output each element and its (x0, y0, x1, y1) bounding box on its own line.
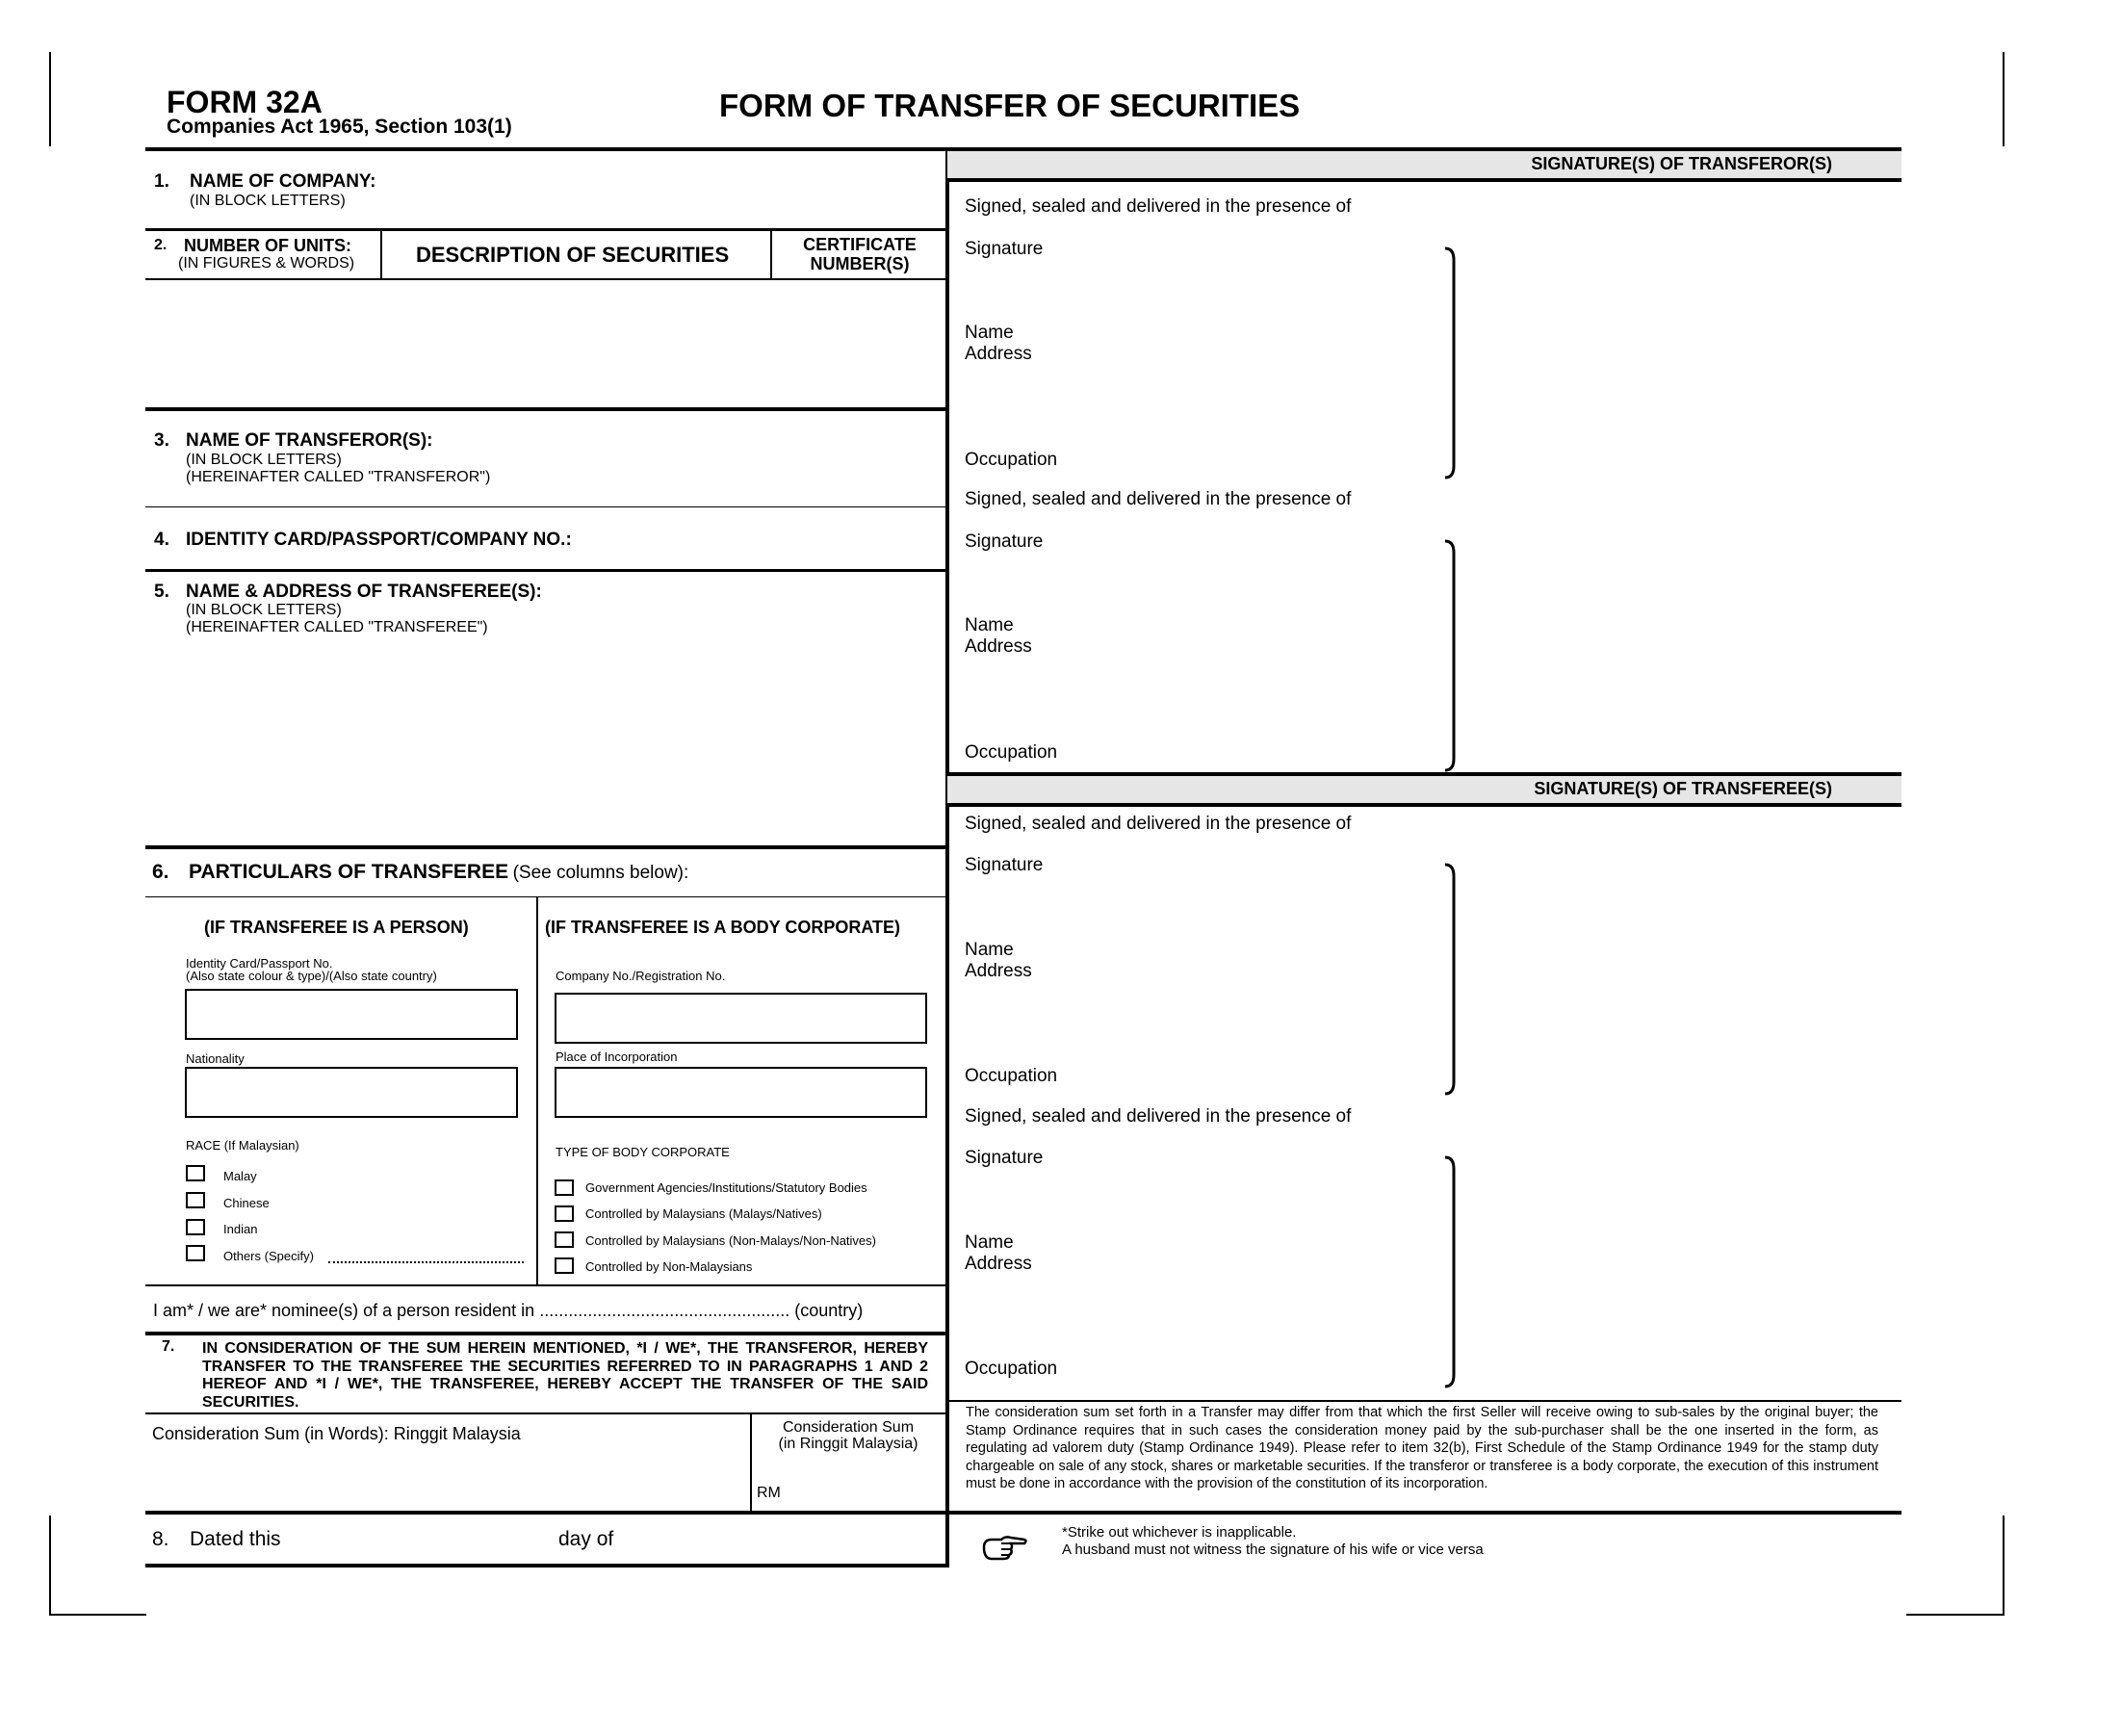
race-others-checkbox[interactable] (186, 1245, 205, 1261)
occupation-label: Occupation (965, 1066, 1058, 1086)
rule (145, 1284, 947, 1286)
transferee-signatures-header: SIGNATURE(S) OF TRANSFEREE(S) (947, 772, 1901, 807)
race-others-input[interactable] (328, 1248, 524, 1263)
witness-presence-label: Signed, sealed and delivered in the presence of (965, 1106, 1352, 1127)
address-label: Address (965, 1254, 1032, 1274)
rule (380, 231, 382, 279)
consideration-note: The consideration sum set forth in a Transfer may differ from that which the first Seller will receive owing to sub-sales by the original buyer; the Stamp Ordinance requires that in such cases the consideration money paid by the sub-purchaser shall be the one inserted in the form, as regulating ad valorem duty (Stamp Ordinance 1949). Please refer to item 32(b), First Schedule of the Stamp Ordinance 1949 for the stamp duty chargeable on sale of any stock, shares or marketable securities. If the transferor or transferee is a body corporate, the execution of this instrument must be done in accordance with the provision of the constitution of its incorporation. (966, 1405, 1878, 1491)
ic-label-2: (Also state colour & type)/(Also state country) (186, 969, 437, 983)
witness-presence-label: Signed, sealed and delivered in the presence of (965, 814, 1352, 834)
pointing-hand-icon (982, 1534, 1028, 1561)
rule (145, 1564, 947, 1568)
section-6-note: (See columns below): (512, 863, 689, 883)
place-incorporation-label: Place of Incorporation (556, 1049, 678, 1064)
transferor-1-signature-field[interactable] (1473, 241, 1887, 477)
section-1-label: NAME OF COMPANY: (190, 171, 376, 192)
signature-label: Signature (965, 1148, 1044, 1168)
witness-presence-label: Signed, sealed and delivered in the presence of (965, 196, 1352, 217)
race-indian-checkbox[interactable] (186, 1219, 205, 1235)
ic-passport-input[interactable] (185, 989, 518, 1040)
section-3-sub-2: (HEREINAFTER CALLED "TRANSFEROR") (186, 469, 491, 485)
section-2-sub: (IN FIGURES & WORDS) (178, 255, 355, 272)
form-number: FORM 32A (167, 85, 323, 119)
strike-out-note: *Strike out whichever is inapplicable. (1062, 1524, 1297, 1541)
body-corporate-type-label: TYPE OF BODY CORPORATE (556, 1145, 730, 1159)
section-5-number: 5. (154, 582, 169, 602)
signature-label: Signature (965, 855, 1044, 875)
units-field[interactable] (146, 281, 944, 406)
name-label: Name (965, 1232, 1014, 1253)
transferee-2-signature-field[interactable] (1473, 1151, 1887, 1386)
act-reference: Companies Act 1965, Section 103(1) (167, 116, 512, 138)
consideration-sum-words-label: Consideration Sum (in Words): Ringgit Malaysia (152, 1424, 521, 1443)
occupation-label: Occupation (965, 450, 1058, 470)
bracket-icon (1442, 539, 1461, 772)
rule (145, 1412, 947, 1414)
transferor-2-signature-field[interactable] (1473, 534, 1887, 770)
type-malays-checkbox[interactable] (555, 1205, 574, 1222)
section-6-label: PARTICULARS OF TRANSFEREE (189, 861, 509, 883)
rule (947, 1400, 1901, 1402)
person-column-header: (IF TRANSFEREE IS A PERSON) (204, 918, 469, 937)
section-7-number: 7. (162, 1338, 175, 1355)
address-label: Address (965, 961, 1032, 981)
section-6-heading (189, 861, 688, 884)
center-divider (945, 147, 949, 1568)
type-non-malays-checkbox[interactable] (555, 1231, 574, 1248)
rm-amount-field[interactable] (785, 1478, 944, 1509)
transferee-address-field[interactable] (146, 640, 944, 842)
bracket-icon (1442, 246, 1461, 479)
rule (536, 896, 538, 1286)
crop-mark (49, 52, 51, 146)
rule (145, 506, 947, 507)
section-3-label: NAME OF TRANSFEROR(S): (186, 430, 433, 451)
dated-label: Dated this (190, 1528, 281, 1550)
consideration-sum-figures-label-2: (in Ringgit Malaysia) (778, 1436, 918, 1452)
section-3-sub-1: (IN BLOCK LETTERS) (186, 452, 342, 468)
page-title: FORM OF TRANSFER OF SECURITIES (719, 88, 1301, 123)
race-chinese-checkbox[interactable] (186, 1192, 205, 1208)
section-2-label: NUMBER OF UNITS: (184, 236, 351, 255)
section-5-label: NAME & ADDRESS OF TRANSFEREE(S): (186, 582, 542, 602)
ic-label-1: Identity Card/Passport No. (186, 956, 333, 971)
rule (145, 896, 947, 897)
rule (145, 569, 947, 572)
consideration-sum-words-field[interactable] (152, 1446, 739, 1510)
husband-wife-note: A husband must not witness the signature of his wife or vice versa (1062, 1542, 1484, 1558)
top-rule-left (145, 147, 947, 151)
company-no-input[interactable] (555, 993, 927, 1044)
rule (145, 407, 947, 411)
section-2-number: 2. (154, 237, 168, 253)
rule (145, 278, 947, 280)
rule (145, 1511, 1901, 1515)
section-6-number: 6. (152, 861, 169, 883)
name-label: Name (965, 323, 1014, 343)
rule (145, 228, 947, 231)
identity-number-field[interactable] (597, 510, 944, 568)
signature-label: Signature (965, 531, 1044, 552)
section-1-number: 1. (154, 171, 169, 192)
transferee-1-signature-field[interactable] (1473, 857, 1887, 1093)
day-of-label: day of (558, 1528, 614, 1550)
name-label: Name (965, 940, 1014, 960)
transferor-signatures-header: SIGNATURE(S) OF TRANSFEROR(S) (947, 147, 1901, 182)
crop-mark (1906, 1614, 2004, 1616)
rule (145, 1332, 947, 1335)
place-incorporation-input[interactable] (555, 1067, 927, 1118)
race-indian-label: Indian (223, 1222, 258, 1236)
crop-mark (2003, 1516, 2005, 1616)
nationality-label: Nationality (186, 1051, 245, 1066)
section-4-number: 4. (154, 530, 169, 550)
type-government-label: Government Agencies/Institutions/Statutory Bodies (585, 1180, 867, 1195)
section-8-number: 8. (152, 1528, 169, 1550)
transferor-name-field[interactable] (520, 414, 944, 505)
race-malay-checkbox[interactable] (186, 1165, 205, 1181)
type-non-malaysians-checkbox[interactable] (555, 1257, 574, 1274)
type-non-malays-label: Controlled by Malaysians (Non-Malays/Non-Natives) (585, 1233, 876, 1248)
address-label: Address (965, 344, 1032, 364)
bracket-icon (1442, 1155, 1461, 1388)
address-label: Address (965, 636, 1032, 657)
rm-label: RM (757, 1485, 781, 1501)
section-5-sub-1: (IN BLOCK LETTERS) (186, 602, 342, 618)
certificate-header-2: NUMBER(S) (810, 254, 910, 273)
consideration-sum-figures-label-1: Consideration Sum (782, 1419, 915, 1436)
crop-mark (2003, 52, 2005, 146)
dated-month-field[interactable] (626, 1521, 944, 1558)
occupation-label: Occupation (965, 742, 1058, 763)
company-name-field[interactable] (424, 159, 939, 226)
section-1-sub: (IN BLOCK LETTERS) (190, 193, 346, 209)
race-malay-label: Malay (223, 1169, 257, 1183)
dated-day-field[interactable] (298, 1521, 549, 1558)
certificate-header-1: CERTIFICATE (803, 235, 917, 254)
nominee-statement: I am* / we are* nominee(s) of a person resident in .................................................... (country) (153, 1301, 864, 1320)
crop-mark (49, 1516, 51, 1616)
section-5-sub-2: (HEREINAFTER CALLED "TRANSFEREE") (186, 619, 488, 635)
section-3-number: 3. (154, 430, 169, 451)
rule (145, 845, 947, 849)
witness-presence-label: Signed, sealed and delivered in the presence of (965, 489, 1352, 509)
occupation-label: Occupation (965, 1359, 1058, 1379)
section-7-text: IN CONSIDERATION OF THE SUM HEREIN MENTIONED, *I / WE*, THE TRANSFEROR, HEREBY TRANSFER TO THE TRANSFEREE THE SECURITIES REFERRED TO IN PARAGRAPHS 1 AND 2 HEREOF AND *I / WE*, THE TRANSFEREE, HEREBY ACCEPT THE TRANSFER OF THE SAID SECURITIES. (202, 1340, 928, 1411)
race-others-label: Others (Specify) (223, 1249, 314, 1263)
type-government-checkbox[interactable] (555, 1179, 574, 1196)
bracket-icon (1442, 863, 1461, 1096)
type-malays-label: Controlled by Malaysians (Malays/Natives) (585, 1206, 822, 1221)
race-chinese-label: Chinese (223, 1196, 270, 1210)
nationality-input[interactable] (185, 1067, 518, 1118)
description-header: DESCRIPTION OF SECURITIES (416, 243, 730, 267)
name-label: Name (965, 615, 1014, 635)
company-no-label: Company No./Registration No. (556, 969, 726, 983)
signature-label: Signature (965, 239, 1044, 259)
race-label: RACE (If Malaysian) (186, 1138, 299, 1153)
section-4-label: IDENTITY CARD/PASSPORT/COMPANY NO.: (186, 530, 572, 550)
rule (770, 231, 772, 279)
crop-mark (49, 1614, 146, 1616)
type-non-malaysians-label: Controlled by Non-Malaysians (585, 1259, 753, 1274)
corporate-column-header: (IF TRANSFEREE IS A BODY CORPORATE) (545, 918, 901, 937)
